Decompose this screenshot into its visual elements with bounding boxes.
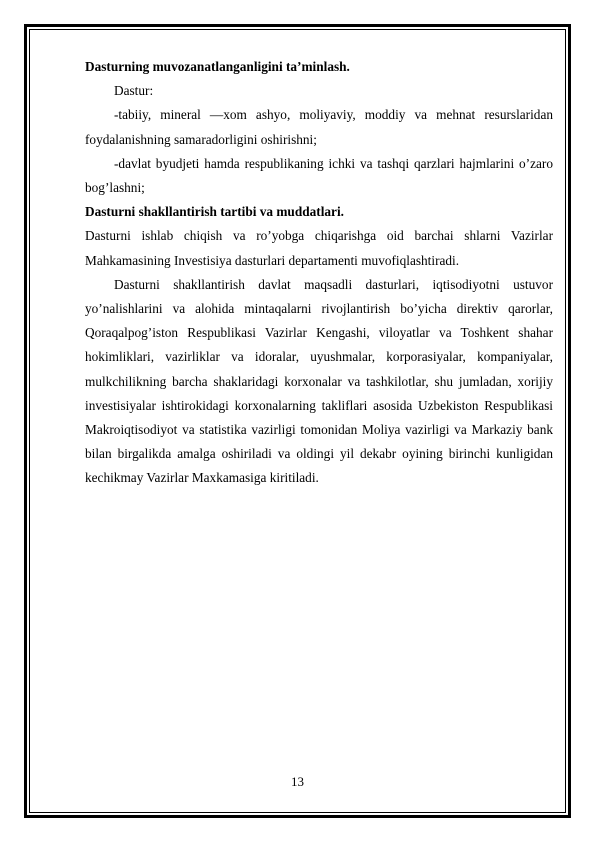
- section-heading-balance: Dasturning muvozanatlanganligini ta’minlash.: [85, 59, 350, 74]
- paragraph-formation-process: Dasturni shakllantirish davlat maqsadli dasturlari, iqtisodiyotni ustuvor yo’nalishlarini va alohida mintaqalarni rivojlantirish bo’yicha direktiv qarorlar, Qoraqalpog’iston Respublikasi Vazirlar Kengashi, viloyatlar va Toshkent shahar hokimliklari, vazirliklar va idoralar, uyushmalar, korporasiyalar, kompaniyalar, mulkchilikning barcha shaklaridagi korxonalar va tashkilotlar, shu jumladan, xorijiy investisiyalar ishtirokidagi korxonalarning takliflari asosida Uzbekiston Respublikasi Makroiqtisodiyot va statistika vazirligi tomonidan Moliya vazirligi va Markaziy bank bilan birgalikda amalga oshiriladi va oldingi yil dekabr oyining birinchi kunligidan kechikmay Vazirlar Maxkamasiga kiritiladi.: [85, 276, 553, 486]
- section-heading-formation: Dasturni shakllantirish tartibi va muddatlari.: [85, 204, 344, 220]
- paragraph-dastur-label: Dastur:: [114, 83, 154, 99]
- paragraph-bullet-budget: -davlat byudjeti hamda respublikaning ichki va tashqi qarzlari hajmlarini o’zaro bog’lashni;: [85, 155, 553, 196]
- paragraph-coordination: Dasturni ishlab chiqish va ro’yobga chiqarishga oid barchai shlarni Vazirlar Mahkamasining Investisiya dasturlari departamenti muvofiqlashtiradi.: [85, 228, 553, 268]
- document-body: [85, 55, 553, 491]
- page-number: 13: [291, 774, 304, 789]
- paragraph-bullet-resources: -tabiiy, mineral —xom ashyo, moliyaviy, moddiy va mehnat resurslaridan foydalanishning samaradorligini oshirishni;: [85, 107, 553, 147]
